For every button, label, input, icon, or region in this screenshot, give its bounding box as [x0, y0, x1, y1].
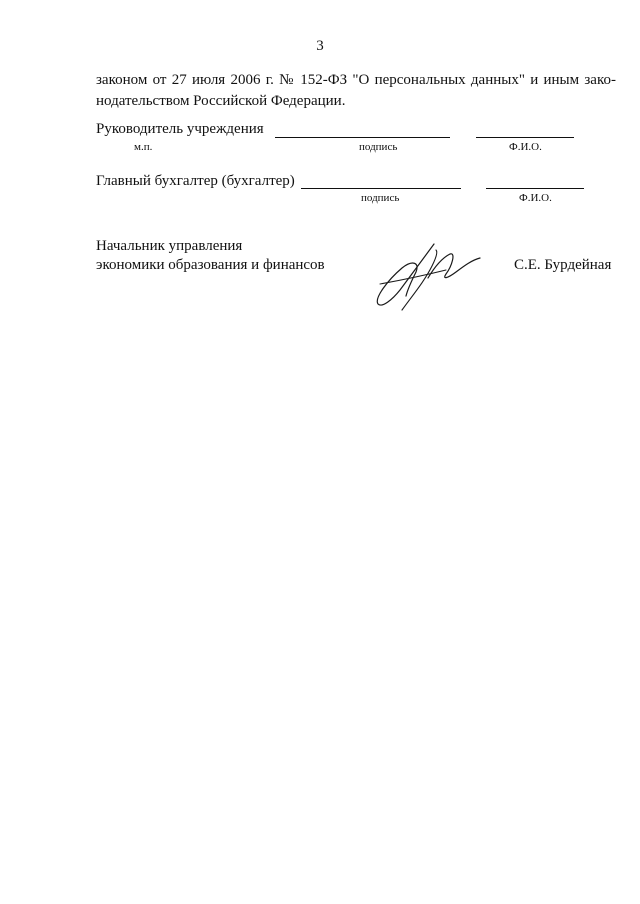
accountant-label: Главный бухгалтер (бухгалтер): [96, 173, 295, 189]
head-name-line: [476, 137, 574, 138]
head-name-caption: Ф.И.О.: [509, 141, 542, 153]
accountant-signature-caption: подпись: [361, 192, 400, 204]
page-number: 3: [316, 38, 324, 54]
handwritten-signature: [372, 238, 482, 312]
approver-name: С.Е. Бурдейная: [514, 257, 612, 273]
body-line-1: законом от 27 июля 2006 г. № 152-ФЗ "О персональных данных" и иным зако-: [96, 72, 616, 88]
approver-title-line-2: экономики образования и финансов: [96, 257, 325, 273]
head-label: Руководитель учреждения: [96, 121, 264, 137]
body-paragraph: [96, 70, 616, 112]
accountant-name-caption: Ф.И.О.: [519, 192, 552, 204]
accountant-signature-line: [301, 188, 461, 189]
body-line-2: нодательством Российской Федерации.: [96, 93, 346, 109]
head-signature-caption: подпись: [359, 141, 398, 153]
approver-title-line-1: Начальник управления: [96, 238, 243, 254]
accountant-name-line: [486, 188, 584, 189]
stamp-label: м.п.: [134, 141, 153, 153]
head-signature-line: [275, 137, 450, 138]
